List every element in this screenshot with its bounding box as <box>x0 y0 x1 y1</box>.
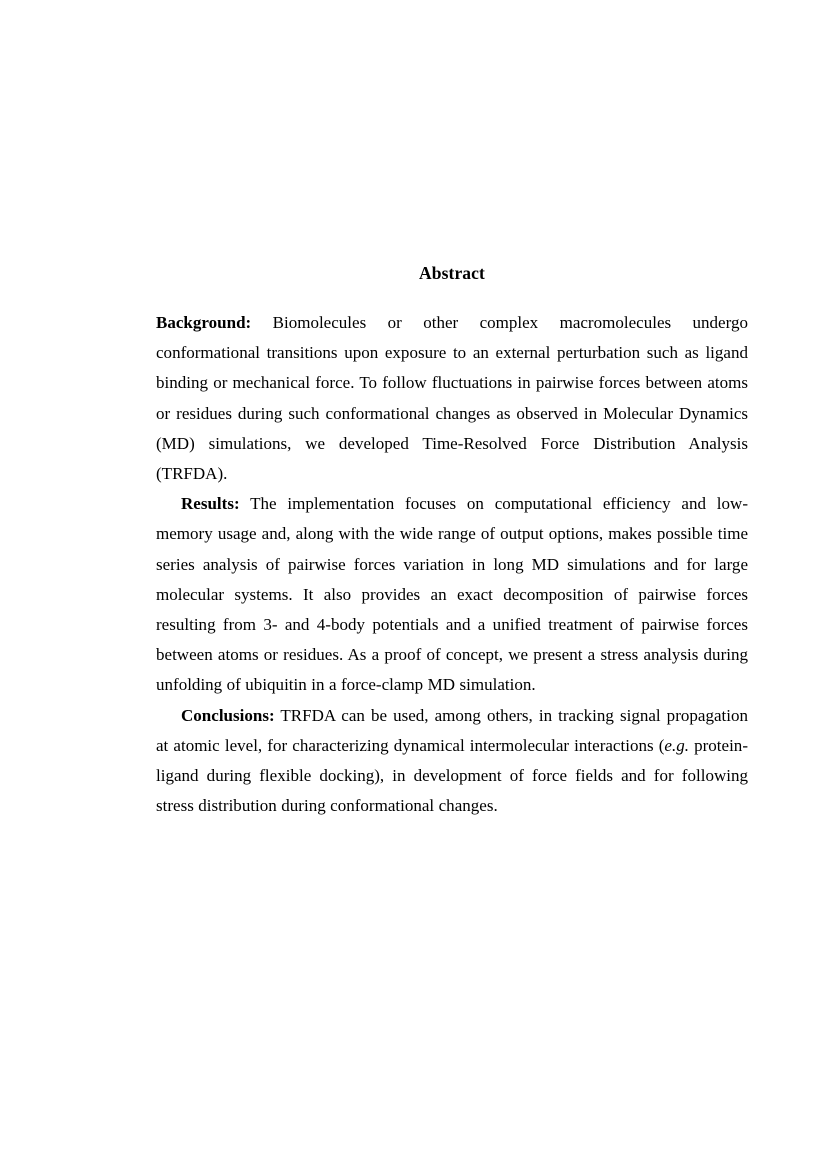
paragraph-text-conclusions-part2: protein-ligand during flexible docking), in development of force fields and for following stress distribution during conformational changes. <box>156 735 748 816</box>
paragraph-label-results: Results: <box>181 494 240 514</box>
paragraph-conclusions <box>156 701 748 822</box>
paragraph-text-conclusions-part1: TRFDA can be used, among others, in tracking signal propagation at atomic level, for characterizing dynamical intermolecular interactions ( <box>156 705 748 755</box>
paragraph-text-conclusions-emphasis: e.g. <box>664 735 689 755</box>
paragraph-text-background: Biomolecules or other complex macromolecules undergo conformational transitions upon exposure to an external perturbation such as ligand binding or mechanical force. To follow fluctuations in pairwise forces between atoms or residues during such conformational changes as observed in Molecular Dynamics (MD) simulations, we developed Time-Resolved Force Distribution Analysis (TRFDA). <box>156 313 748 484</box>
page-title: Abstract <box>419 263 485 283</box>
paragraph-label-background: Background: <box>156 313 252 332</box>
paragraph-label-conclusions: Conclusions: <box>181 705 275 725</box>
paragraph-text-results: The implementation focuses on computational efficiency and low-memory usage and, along with the wide range of output options, makes possible time series analysis of pairwise forces variation in long MD simulations and for large molecular systems. It also provides an exact decomposition of pairwise forces resulting from 3- and 4-body potentials and a unified treatment of pairwise forces between atoms or residues. As a proof of concept, we present a stress analysis during unfolding of ubiquitin in a force-clamp MD simulation. <box>156 494 748 695</box>
paragraph-results <box>156 489 748 700</box>
paragraph-background <box>156 308 748 489</box>
abstract-content-block <box>156 258 748 821</box>
